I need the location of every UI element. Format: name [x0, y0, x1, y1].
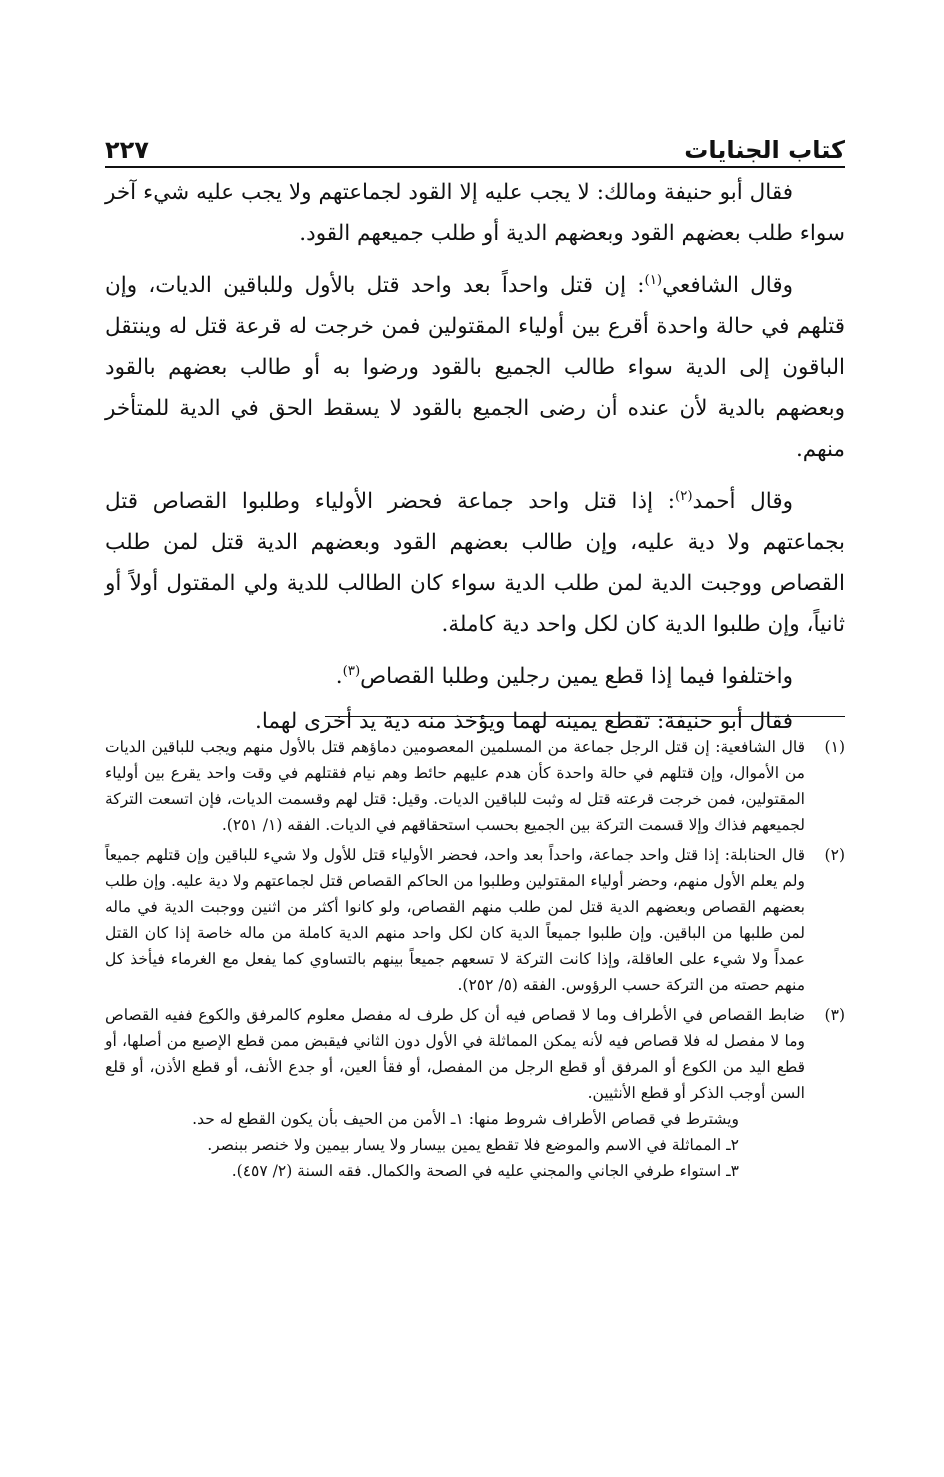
footnote-number: (٢) — [824, 846, 845, 864]
footnote-number: (٣) — [824, 1006, 845, 1024]
footnote-text: قال الحنابلة: إذا قتل واحد جماعة، واحداً بعد واحد، فحضر الأولياء قتل للأول ولا شيء للباقين وإن قتلهم جميعاً ولم يعلم الأول منهم، وحضر أولياء المقتولين وطلبوا من الحاكم القصاص قتل لجماعتهم ولا دية عليه. وإن طلب بعضهم القصاص وبعضهم الدية قتل لمن طلب منهم القصاص، ولو كانوا أكثر من اثنين ووجبت الدية في ماله لمن طلبها من الباقين. وإن طلبوا جميعاً الدية كان لكل واحد منهم الدية كاملة من ماله خاصة إذا كان القتل عمداً ولا شيء على العاقلة، وإذا كانت التركة لا تسعهم جميعاً بينهم بالتساوي كما يفعل مع الغرماء فيأخذ كل منهم حصته من التركة حسب الرؤوس. الفقه (٥/ ٢٥٢). — [105, 846, 805, 994]
footnote — [105, 734, 845, 838]
main-text — [105, 172, 845, 753]
page-number: ٢٢٧ — [105, 136, 149, 164]
footnote-divider — [325, 716, 845, 717]
footnote — [105, 1002, 845, 1184]
footnote — [105, 842, 845, 998]
footnote-ref[interactable]: (٣) — [342, 663, 361, 679]
footnote-text: ضابط القصاص في الأطراف وما لا قصاص فيه أن كل طرف له مفصل معلوم كالمرفق والكوع ففيه القصاص وما لا مفصل له فلا قصاص فيه لأنه يمكن المماثلة في الأول دون الثاني فيقبض ممن قطع الإصبع من أصلها، أو قطع اليد من الكوع أو المرفق أو قطع الرجل من المفصل، أو فقأ العين، أو جدع الأنف، أو قطع الأذن، أو قلع السن أوجب الذكر أو قطع الأنثيين. ويشترط في قصاص الأطراف شروط منها: ١ـ الأمن من الحيف بأن يكون القطع له حد. ٢ـ المماثلة في الاسم والموضع فلا تقطع يمين بيسار ولا يسار بيمين ولا خنصر ببنصر. ٣ـ استواء طرفي الجاني والمجني عليه في الصحة والكمال. فقه السنة (٢/ ٤٥٧). — [105, 1006, 805, 1180]
paragraph: واختلفوا فيما إذا قطع يمين رجلين وطلبا القصاص$^{(٣)}$. — [335, 663, 793, 689]
footnote-ref[interactable]: (٢) — [674, 488, 693, 504]
running-header — [105, 118, 845, 164]
footnotes — [105, 734, 845, 1188]
paragraph: وقال أحمد$^{(٢)}$: إذا قتل واحد جماعة فحضر الأولياء وطلبوا القصاص قتل بجماعتهم ولا دية عليه، وإن طالب بعضهم القود وبعضهم الدية قتل لمن طلب القصاص ووجبت الدية لمن طلب الدية سواء كان الطالب للدية ولي المقتول أولاً أو ثانياً، وإن طلبوا الدية كان لكل واحد دية كاملة. — [105, 488, 845, 637]
footnote-number: (١) — [824, 738, 845, 756]
paragraph: فقال أبو حنيفة: تقطع يمينه لهما ويؤخذ منه دية يد أخرى لهما. — [255, 709, 793, 734]
paragraph: فقال أبو حنيفة ومالك: لا يجب عليه إلا القود لجماعتهم ولا يجب عليه شيء آخر سواء طلب بعضهم القود وبعضهم الدية أو طلب جميعهم القود. — [105, 180, 845, 246]
chapter-title: كتاب الجنايات — [684, 136, 845, 164]
header-divider — [105, 166, 845, 168]
footnote-text: قال الشافعية: إن قتل الرجل جماعة من المسلمين المعصومين دماؤهم قتل بالأول منهم ويجب للباقين الديات من الأموال، وإن قتلهم في حالة واحدة كأن هدم عليهم حائط وهم نيام فقتلهم في وقت واحد يقرع بين أولياء المقتولين، فمن خرجت قرعته قتل له وثبت للباقين الديات. وقيل: قتل لهم وقسمت الديات، فإن اتسعت التركة لجميعهم فذاك وإلا قسمت التركة بين الجميع بحسب استحقاقهم في الديات. الفقه (١/ ٢٥١). — [105, 738, 805, 834]
paragraph: وقال الشافعي$^{(١)}$: إن قتل واحداً بعد واحد قتل بالأول وللباقين الديات، وإن قتلهم في حالة واحدة أقرع بين أولياء المقتولين فمن خرجت له قرعة قتل له وينتقل الباقون إلى الدية سواء طالب الجميع بالقود ورضوا به أو طالب بعضهم بالقود وبعضهم بالدية لأن عنده أن رضى الجميع بالقود لا يسقط الحق في الدية للمتأخر منهم. — [105, 272, 845, 462]
footnote-ref[interactable]: (١) — [644, 272, 663, 288]
